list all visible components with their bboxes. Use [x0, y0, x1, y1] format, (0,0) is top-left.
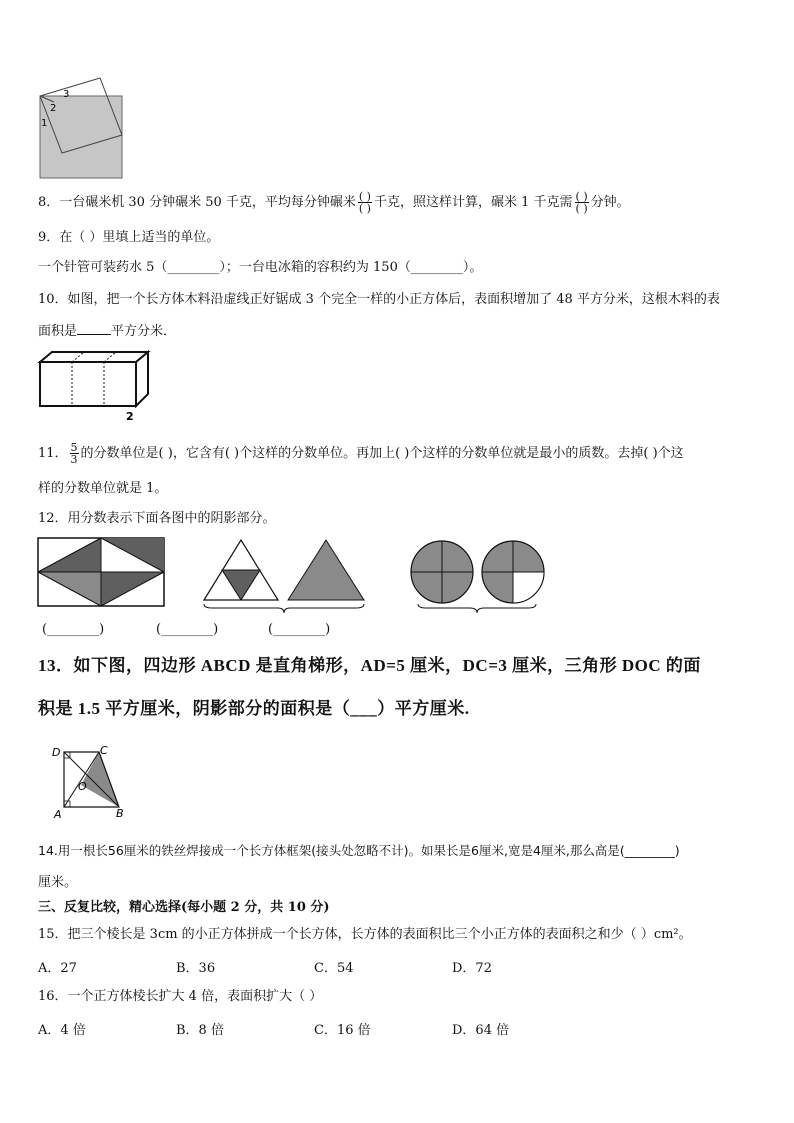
q8-fraction-2 [575, 191, 589, 214]
fraction-figures [36, 534, 556, 618]
question-14-line-2: 厘米。 [38, 875, 78, 890]
cuboid-front [40, 362, 136, 406]
vertex-C: C [100, 744, 108, 757]
question-11-line-2: 样的分数单位就是 1。 [38, 481, 168, 496]
angle-label-2: 2 [50, 103, 57, 114]
q11-fraction [70, 442, 79, 465]
q12-answer-blank-1[interactable]: (________) [42, 622, 105, 637]
vertex-B: B [116, 807, 124, 820]
cuboid-dimension-label: 2 [126, 410, 134, 423]
cuboid-top [40, 352, 148, 362]
question-14-line-1: 14.用一根长56厘米的铁丝焊接成一个长方体框架(接头处忽略不计)。如果长是6厘米,宽是4厘米,那么高是(________) [38, 843, 680, 858]
circle-figure [411, 541, 544, 613]
question-13-line-2: 积是 1.5 平方厘米，阴影部分的面积是（___）平方厘米. [38, 699, 470, 718]
question-10-line-1: 10．如图，把一个长方体木料沿虚线正好锯成 3 个完全一样的小正方体后，表面积增加了 48 平方分米，这根木料的表 [38, 292, 720, 307]
q15-option-a[interactable]: A．27 [38, 961, 77, 976]
q15-option-b[interactable]: B．36 [176, 961, 216, 976]
q8-frac1-den: ( ) [358, 202, 371, 215]
circle-partial-unshaded [513, 572, 544, 603]
q16-option-a[interactable]: A．4 倍 [38, 1023, 86, 1038]
q15-option-c[interactable]: C．54 [314, 961, 354, 976]
trapezoid-figure [44, 742, 134, 822]
question-9-title: 9．在（ ）里填上适当的单位。 [38, 230, 220, 245]
vertex-D: D [52, 746, 61, 759]
q16-option-c[interactable]: C．16 倍 [314, 1023, 371, 1038]
q12-answer-blank-3[interactable]: (________) [268, 622, 331, 637]
triangle-full-shaded [288, 540, 364, 600]
question-16-stem: 16．一个正方体棱长扩大 4 倍，表面积扩大（ ） [38, 989, 323, 1004]
triangle-figure [204, 540, 364, 613]
question-9-body: 一个针管可装药水 5（________）；一台电冰箱的容积约为 150（________）。 [38, 260, 483, 275]
rectangle-figure [38, 538, 164, 606]
cuboid-side [136, 352, 148, 406]
q11-frac-num: 5 [70, 441, 78, 454]
q12-answer-blank-2[interactable]: (________) [156, 622, 219, 637]
shaded-triangle [81, 752, 119, 807]
question-12-title: 12．用分数表示下面各图中的阴影部分。 [38, 511, 276, 526]
cuboid-figure [36, 348, 156, 424]
q11-prefix: 11． [38, 446, 68, 461]
diagonal-DB [64, 752, 119, 807]
angle-label-1: 1 [41, 118, 48, 129]
q10-answer-blank[interactable] [77, 322, 111, 335]
q8-text-mid: 千克，照这样计算，碾米 1 千克需 [373, 195, 573, 210]
angle-figure [36, 74, 128, 182]
q10-text-pre: 面积是 [38, 324, 78, 339]
circle-brace [418, 604, 536, 613]
question-10-line-2 [38, 322, 176, 341]
vertex-O: O [78, 780, 87, 793]
q11-text: 的分数单位是( )，它含有( )个这样的分数单位。再加上( )个这样的分数单位就是最小的质数。去掉( )个这 [80, 446, 684, 461]
q8-text-post: 分钟。 [590, 195, 630, 210]
question-13-line-1: 13．如下图，四边形 ABCD 是直角梯形，AD=5 厘米，DC=3 厘米，三角形 DOC 的面 [38, 656, 701, 675]
q16-option-b[interactable]: B．8 倍 [176, 1023, 224, 1038]
q8-fraction-1 [358, 191, 372, 214]
q15-option-d[interactable]: D．72 [452, 961, 492, 976]
angle-label-3: 3 [63, 89, 70, 100]
question-11-line-1 [38, 442, 684, 465]
q8-frac2-num: ( ) [575, 190, 588, 203]
question-8 [38, 191, 630, 214]
q8-frac2-den: ( ) [575, 202, 588, 215]
q8-text-pre: 8．一台碾米机 30 分钟碾米 50 千克，平均每分钟碾米 [38, 195, 356, 210]
triangle-brace [204, 604, 364, 613]
question-15-stem: 15．把三个棱长是 3cm 的小正方体拼成一个长方体，长方体的表面积比三个小正方体的表面积之和少（ ）cm²。 [38, 927, 692, 942]
q10-text-post: 平方分米． [111, 324, 177, 339]
vertex-A: A [54, 808, 62, 821]
q16-option-d[interactable]: D．64 倍 [452, 1023, 510, 1038]
q11-frac-den: 3 [70, 453, 78, 466]
q8-frac1-num: ( ) [358, 190, 371, 203]
section-3-heading: 三、反复比较，精心选择(每小题 2 分，共 10 分) [38, 900, 330, 915]
